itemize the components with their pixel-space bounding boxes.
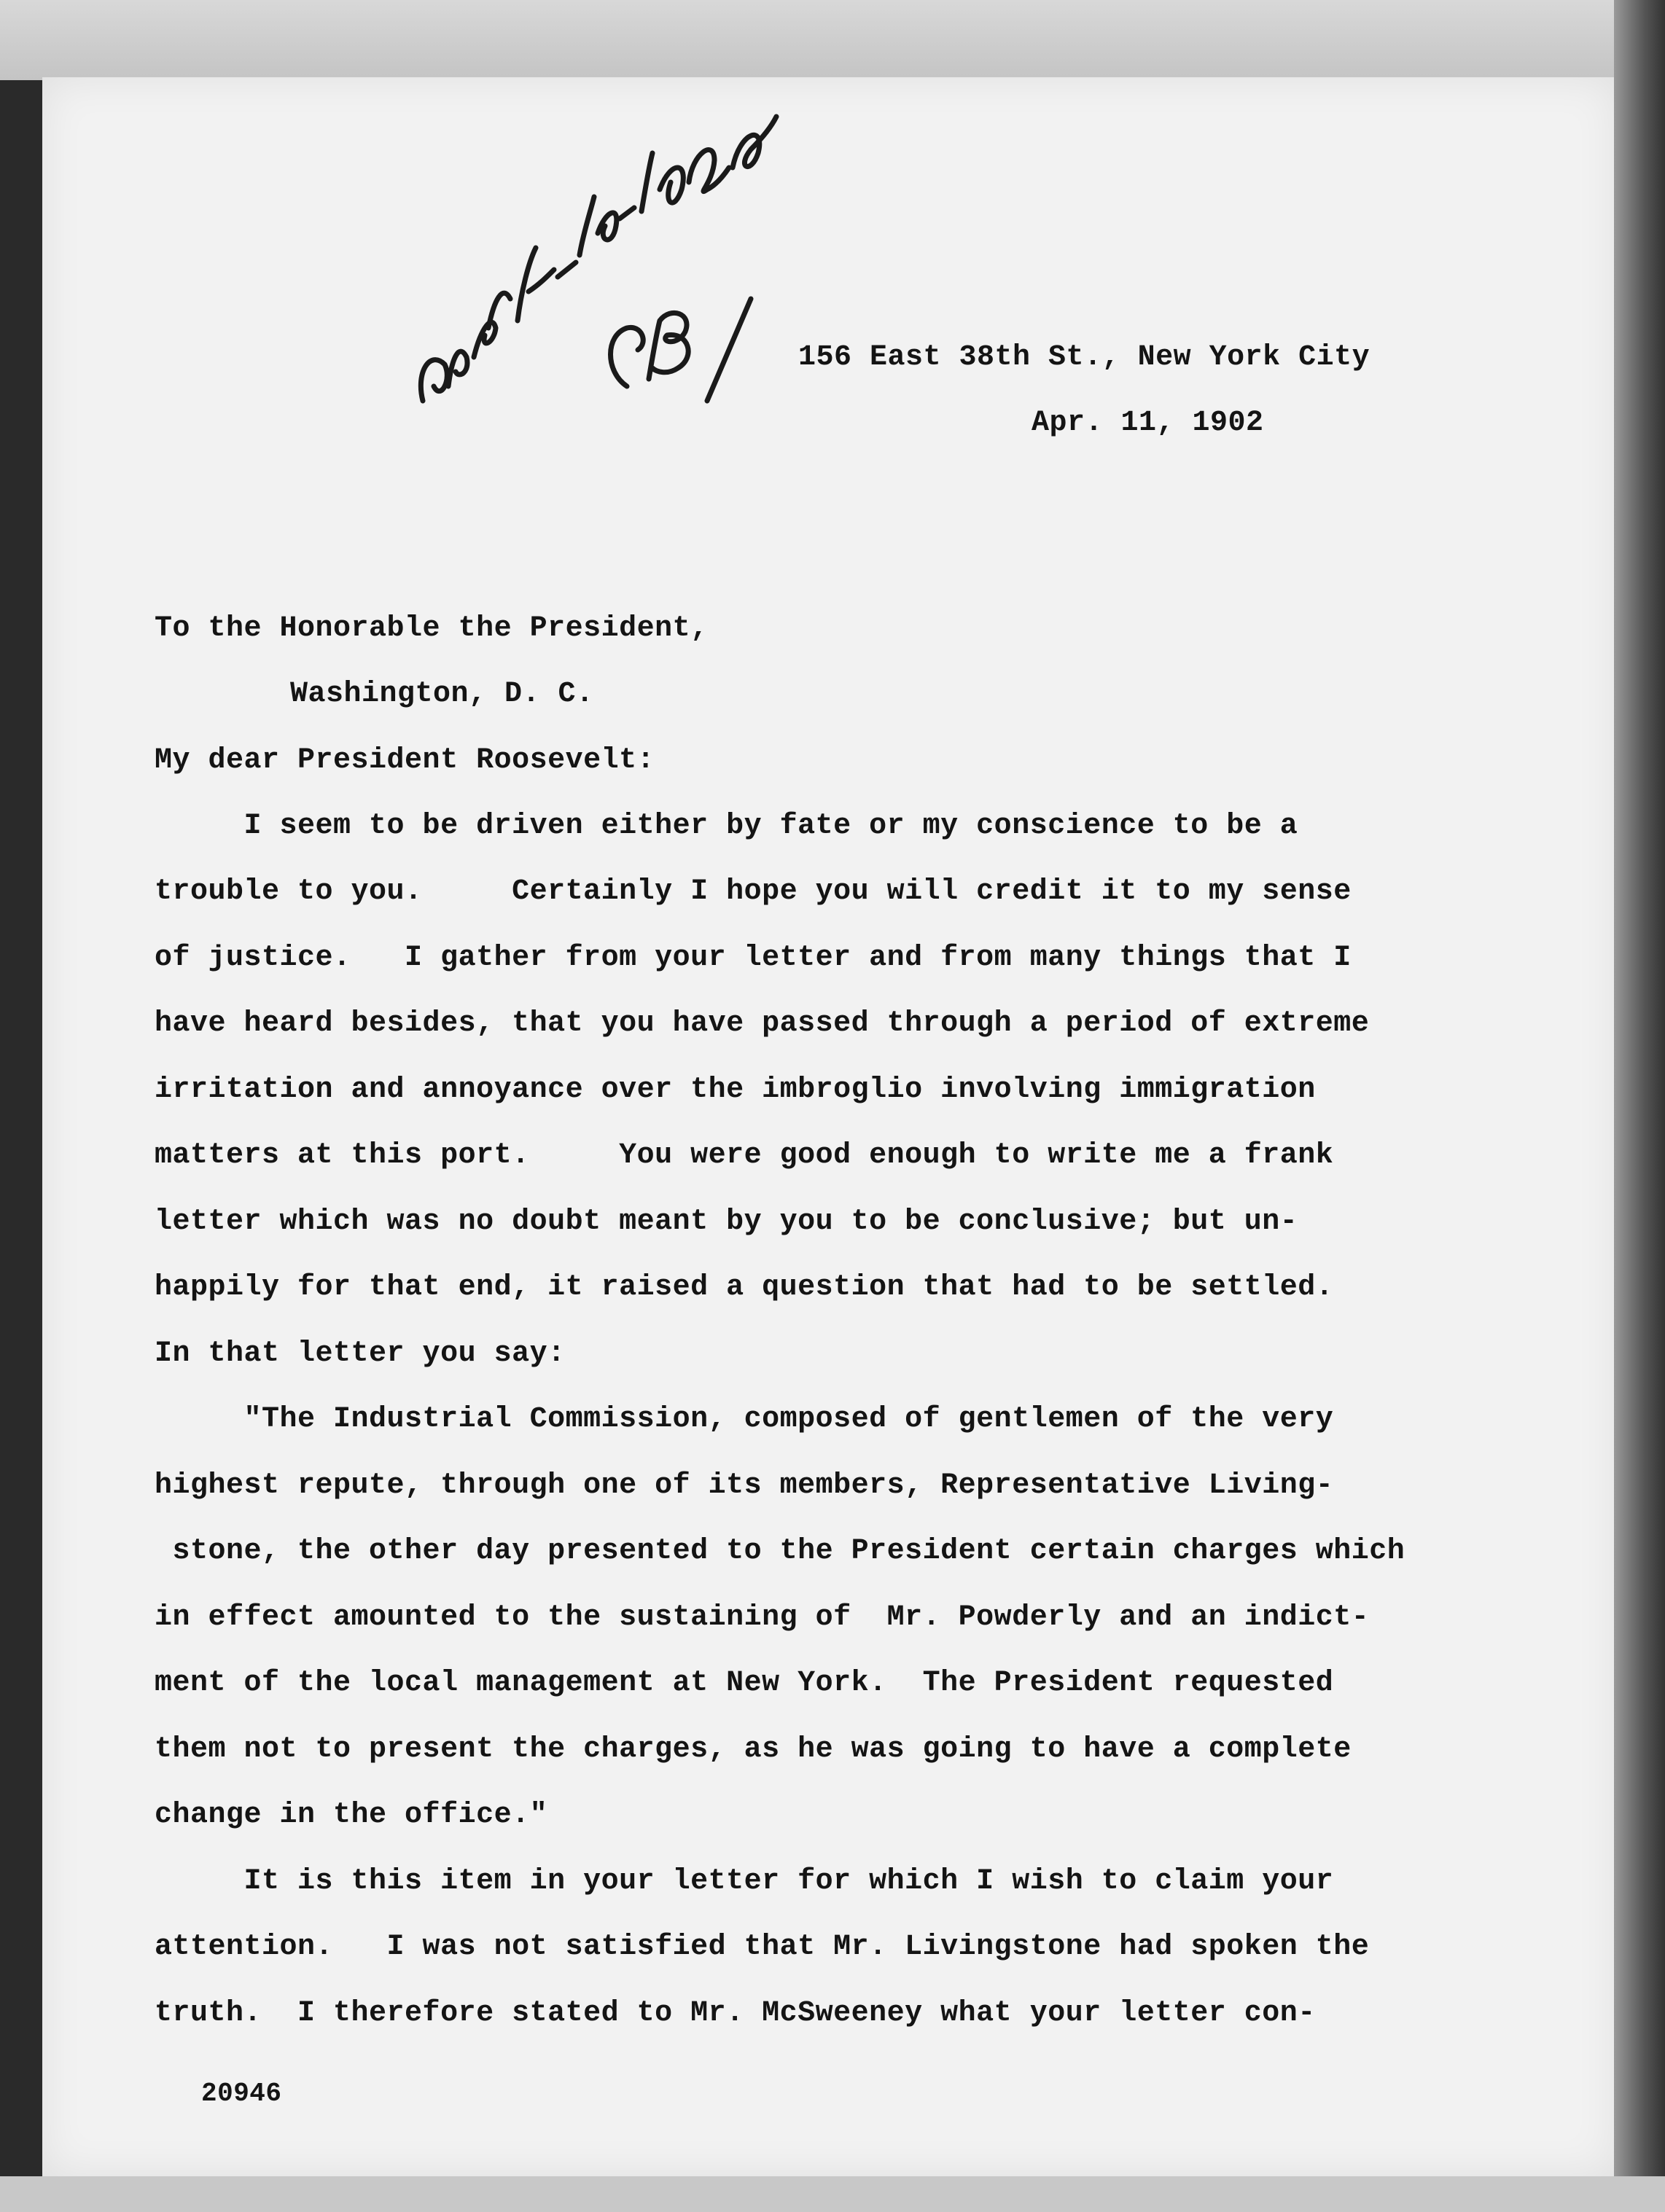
body-line: irritation and annoyance over the imbroglio involving immigration [155,1074,1316,1106]
quoted-line: highest repute, through one of its members, Representative Living- [155,1469,1334,1502]
body-line: attention. I was not satisfied that Mr. Livingstone had spoken the [155,1931,1370,1963]
body-line: truth. I therefore stated to Mr. McSweeney what your letter con- [155,1997,1316,2030]
body-line: It is this item in your letter for which I wish to claim your [155,1865,1334,1898]
body-line: have heard besides, that you have passed through a period of extreme [155,1007,1370,1040]
scan-bottom-margin [0,2176,1665,2212]
body-line: happily for that end, it raised a question that had to be settled. [155,1271,1334,1304]
scan-top-margin [0,0,1665,80]
quoted-line: them not to present the charges, as he was going to have a complete [155,1733,1352,1766]
sender-address: 156 East 38th St., New York City [798,341,1370,374]
body-line: trouble to you. Certainly I hope you will credit it to my sense [155,875,1352,908]
greeting: My dear President Roosevelt: [155,744,655,777]
quoted-line: "The Industrial Commission, composed of gentlemen of the very [155,1403,1334,1436]
handwritten-notation-signature [408,80,816,445]
quoted-line: in effect amounted to the sustaining of Mr. Powderly and an indict- [155,1601,1370,1634]
body-line: matters at this port. You were good enough to write me a frank [155,1139,1334,1172]
recipient-line-1: To the Honorable the President, [155,612,709,645]
letter-page [42,77,1617,2176]
scan-right-edge [1614,0,1665,2212]
recipient-line-2: Washington, D. C. [290,678,594,711]
body-line: I seem to be driven either by fate or my conscience to be a [155,810,1298,843]
body-line: In that letter you say: [155,1337,566,1370]
letter-date: Apr. 11, 1902 [1032,407,1264,439]
quoted-line: stone, the other day presented to the President certain charges which [155,1535,1405,1568]
document-number: 20946 [201,2079,282,2109]
quoted-line: ment of the local management at New York. The President requested [155,1667,1334,1700]
quoted-line: change in the office." [155,1799,548,1832]
body-line: letter which was no doubt meant by you to be conclusive; but un- [155,1205,1298,1238]
body-line: of justice. I gather from your letter and from many things that I [155,942,1352,974]
